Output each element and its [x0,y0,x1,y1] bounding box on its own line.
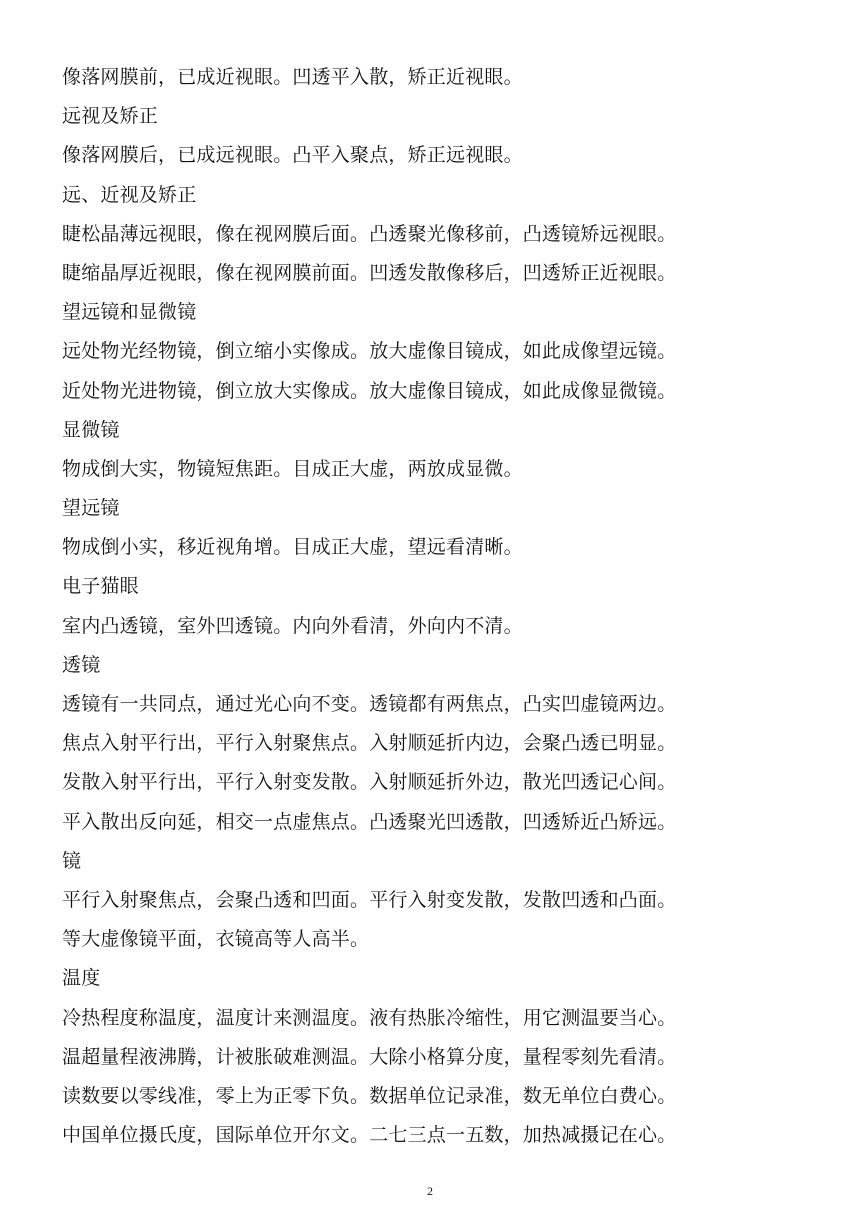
text-line: 近处物光进物镜，倒立放大实像成。放大虚像目镜成，如此成像显微镜。 [62,379,677,402]
text-line: 温超量程液沸腾，计被胀破难测温。大除小格算分度，量程零刻先看清。 [62,1045,677,1068]
section-heading: 望远镜和显微镜 [62,301,197,324]
section-heading: 镜 [62,849,82,872]
text-line: 远处物光经物镜，倒立缩小实像成。放大虚像目镜成，如此成像望远镜。 [62,340,677,363]
text-line: 焦点入射平行出，平行入射聚焦点。入射顺延折内边，会聚凸透已明显。 [62,732,677,755]
text-line: 像落网膜后，已成远视眼。凸平入聚点，矫正远视眼。 [62,144,523,167]
section-heading: 远视及矫正 [62,105,159,128]
text-line: 等大虚像镜平面，衣镜高等人高半。 [62,928,370,951]
text-line: 室内凸透镜，室外凹透镜。内向外看清，外向内不清。 [62,614,523,637]
text-line: 平行入射聚焦点，会聚凸透和凹面。平行入射变发散，发散凹透和凸面。 [62,888,677,911]
text-line: 中国单位摄氏度，国际单位开尔文。二七三点一五数，加热减摄记在心。 [62,1124,677,1147]
text-line: 透镜有一共同点，通过光心向不变。透镜都有两焦点，凸实凹虚镜两边。 [62,693,677,715]
text-line: 睫缩晶厚近视眼，像在视网膜前面。凹透发散像移后，凹透矫正近视眼。 [62,261,677,284]
text-line: 睫松晶薄远视眼，像在视网膜后面。凸透聚光像移前，凸透镜矫远视眼。 [62,222,677,245]
section-heading: 温度 [62,967,101,990]
section-heading: 显微镜 [62,418,120,441]
text-line: 发散入射平行出，平行入射变发散。入射顺延折外边，散光凹透记心间。 [62,771,677,794]
section-heading: 电子猫眼 [62,575,139,598]
text-line: 冷热程度称温度，温度计来测温度。液有热胀冷缩性，用它测温要当心。 [62,1006,677,1029]
text-line: 像落网膜前，已成近视眼。凹透平入散，矫正近视眼。 [62,66,523,88]
section-heading: 远、近视及矫正 [62,183,197,206]
text-line: 平入散出反向延，相交一点虚焦点。凸透聚光凹透散，凹透矫近凸矫远。 [62,810,677,833]
text-line: 读数要以零线准，零上为正零下负。数据单位记录准，数无单位白费心。 [62,1084,677,1107]
text-line: 物成倒大实，物镜短焦距。目成正大虚，两放成显微。 [62,457,523,480]
page-number: 2 [427,1184,433,1198]
section-heading: 透镜 [62,653,101,676]
section-heading: 望远镜 [62,497,120,520]
document-body [62,58,822,1155]
text-line: 物成倒小实，移近视角增。目成正大虚，望远看清晰。 [62,536,523,559]
